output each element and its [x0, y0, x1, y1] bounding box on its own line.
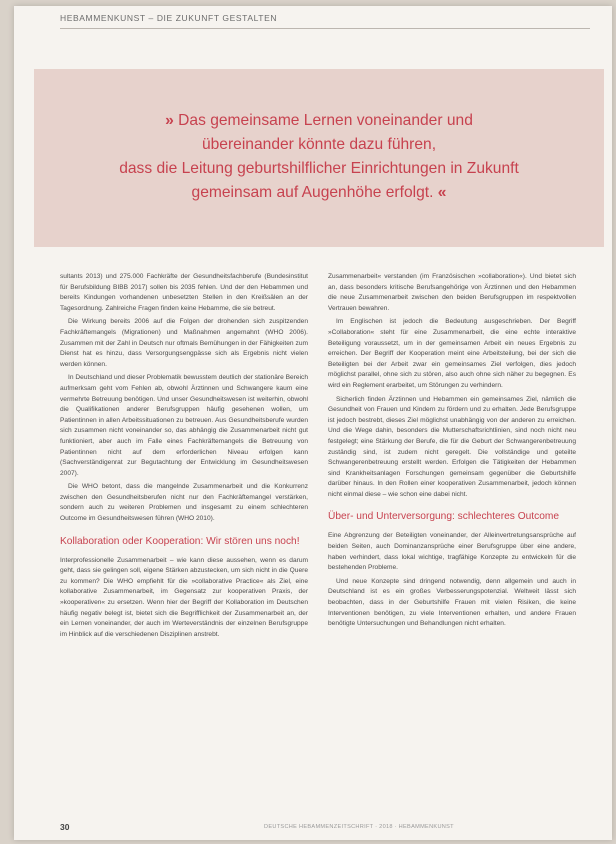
pull-quote: [64, 109, 574, 205]
body-paragraph: Und neue Konzepte sind dringend notwendig, denn allgemein und auch in Deutschland ist es ein großes Verbesserungspotenzial. Weltweit lässt sich beobachten, dass in der Geburtshilfe Frauen mit vielen Risiken, die keine Interventionen benötigen, zu viele Interventionen erhalten, und andere Frauen benötigte Untersuchungen und Behandlungen nicht erhalten.: [328, 577, 576, 628]
subheading-collaboration: Kollaboration oder Kooperation: Wir stören uns noch!: [60, 535, 300, 547]
pull-quote-line-3: dass die Leitung geburtshilflicher Einrichtungen in Zukunft: [119, 160, 519, 177]
body-paragraph: Sicherlich finden Ärztinnen und Hebammen ein gemeinsames Ziel, nämlich die Gesundheit von Frauen und Kindern zu fördern und zu erhalten. Jede Berufsgruppe ist jedoch bestrebt, dieses Ziel möglichst unabhängig von der anderen zu erreichen. Und die Wege dahin, besonders die Mutterschaftsrichtlinien, sind noch nicht neu festgelegt; eine Stärkung der Berufe, die für die Geburt der Schwangerenbetreuung zuständig sind, ist zudem nicht geregelt. Die vollständige und geteilte Schwangerenbetreuung erstellt werden. Erfolgen die Tätigkeiten der Hebammen sind Krankheitsanlagen Forschungen gemeinsam gegenüber die Geburtshilfe darüber hinaus. In den Rollen einer kooperativen Zusammenarbeit, jedoch können nicht einmal diese – wie schon eine dabei nicht.: [328, 395, 576, 498]
pull-quote-box: [34, 69, 604, 247]
magazine-page: [14, 6, 612, 840]
pull-quote-line-4: gemeinsam auf Augenhöhe erfolgt.: [191, 184, 434, 201]
body-paragraph: Eine Abgrenzung der Beteiligten voneinander, der Alleinvertretungsansprüche auf beiden Seiten, auch Dominanzansprüche einer Berufsgruppe über eine andere, haben verhindert, dass lokal wichtige, tragfähige Konzepte zu entwickeln für die bestehenden Probleme.: [328, 532, 576, 572]
subheading-outcome: Über- und Unterversorgung: schlechteres Outcome: [328, 511, 560, 523]
left-column: [60, 272, 308, 643]
body-paragraph: Die WHO betont, dass die mangelnde Zusammenarbeit und die Konkurrenz zwischen den Gesundheitsberufen nicht nur den Fachkräftemangel verstärken, sondern auch zu weiteren Problemen und insgesamt zu einem schlechteren Outcome im Gesundheitswesen führen (WHO 2010).: [60, 483, 308, 523]
quote-close-mark: «: [437, 184, 447, 201]
header-rule: [60, 28, 590, 29]
running-head: HEBAMMENKUNST – DIE ZUKUNFT GESTALTEN: [60, 13, 278, 23]
page-number: 30: [60, 822, 70, 832]
footer-text: DEUTSCHE HEBAMMENZEITSCHRIFT · 2018 · HEBAMMENKUNST: [264, 824, 454, 830]
quote-open-mark: »: [165, 112, 174, 129]
body-paragraph: Im Englischen ist jedoch die Bedeutung ausgeschrieben. Der Begriff »Collaboration« steht für eine Zusammenarbeit, die eine echte interaktive Beteiligung voraussetzt, um in der gemeinsamen Arbeit ein neues Ergebnis zu erreichen. Der Begriff der Kooperation meint eine Arbeitsteilung, bei der sich die Beteiligten bei der Arbeit zwar ein gemeinsames Ziel verfolgen, dies jedoch möglichst parallel, ohne sich zu stören, also auch ohne sich näher zu begegnen. Es wird ein Reglement erarbeitet, um Störungen zu verhindern.: [328, 318, 576, 389]
body-paragraph: sultants 2013) und 275.000 Fachkräfte der Gesundheitsfachberufe (Bundesinstitut für Berufsbildung BIBB 2017) sollen bis 2035 fehlen. Und der den Hebammen und bereits Kindungen vorhandenen unbesetzten Stellen in den Kreißsälen an der Tagesordnung. Zahlreiche Fragen finden keine Hebamme, die sie betreut.: [60, 273, 308, 312]
body-paragraph: Interprofessionelle Zusammenarbeit – wie kann diese aussehen, wenn es darum geht, dass sie gelingen soll, eigene Stärken abzustecken, um sich nicht in die Quere zu kommen? Die WHO empfiehlt für die »collaborative Practice« als Ziel, eine kollaborative Zusammenarbeit, im Gegensatz zur kooperativen Praxis, der »kooperativen« zu ersetzen. Wenn hier der Begriff der Kollaboration im Deutschen häufig negativ belegt ist, bietet sich die Begrifflichkeit der Zusammenarbeit an, der ein Lernen voneinander, der auch im Werteverständnis der einzelnen Berufsgruppe im Hinblick auf die verschiedenen Disziplinen anstrebt.: [60, 556, 308, 638]
body-paragraph: In Deutschland und dieser Problematik bewusstem deutlich der stationäre Bereich aufmerksam geht vom Fehlen ab, obwohl Ärztinnen und Schwangere kaum eine vermehrte Betreuung benötigen. Und unser Gesundheitswesen ist weiterhin, obwohl die Qualifikationen anderer Berufsgruppen häufig gesehenen wollen, um Patientinnen in allen Arbeitssituationen zu betreuen. Aus Gesundheitsberufe wurden sich zusammen nicht voneinander so, das abhängig die Zusammenarbeit nicht gut funktioniert, aber auch im Falle eines Fachkräftemangels die Betreuung von Patientinnen nicht auf dem erforderlichen Niveau erfolgen kann (Sachverständigenrat zur Begutachtung der Entwicklung im Gesundheitswesen 2007).: [60, 374, 308, 477]
pull-quote-line-2: übereinander könnte dazu führen,: [201, 136, 437, 153]
body-paragraph: Die Wirkung bereits 2006 auf die Folgen der drohenden sich zuspitzenden Fachkräftemangels (Migrationen) und Maßnahmen angemahnt (WHO 2006). Zusammen mit der Zahl in Deutsch nur oftmals Bemühungen in der Fähigkeiten zum Dienst hat es hinzu, dass Versorgungsengpässe sich als Ergebnis nicht vielen werden können.: [60, 318, 308, 368]
pull-quote-line-1: Das gemeinsame Lernen voneinander und: [178, 112, 473, 129]
body-paragraph: Zusammenarbeit« verstanden (im Französischen »collaboration«). Und bietet sich an, dass besonders kritische Berufsangehörige von Ärztinnen und den Hebammen die neue Zusammenarbeit zwischen den beiden Berufsgruppen im respektvollen Vertrauen bewahren.: [328, 273, 576, 312]
right-column: [328, 272, 576, 633]
